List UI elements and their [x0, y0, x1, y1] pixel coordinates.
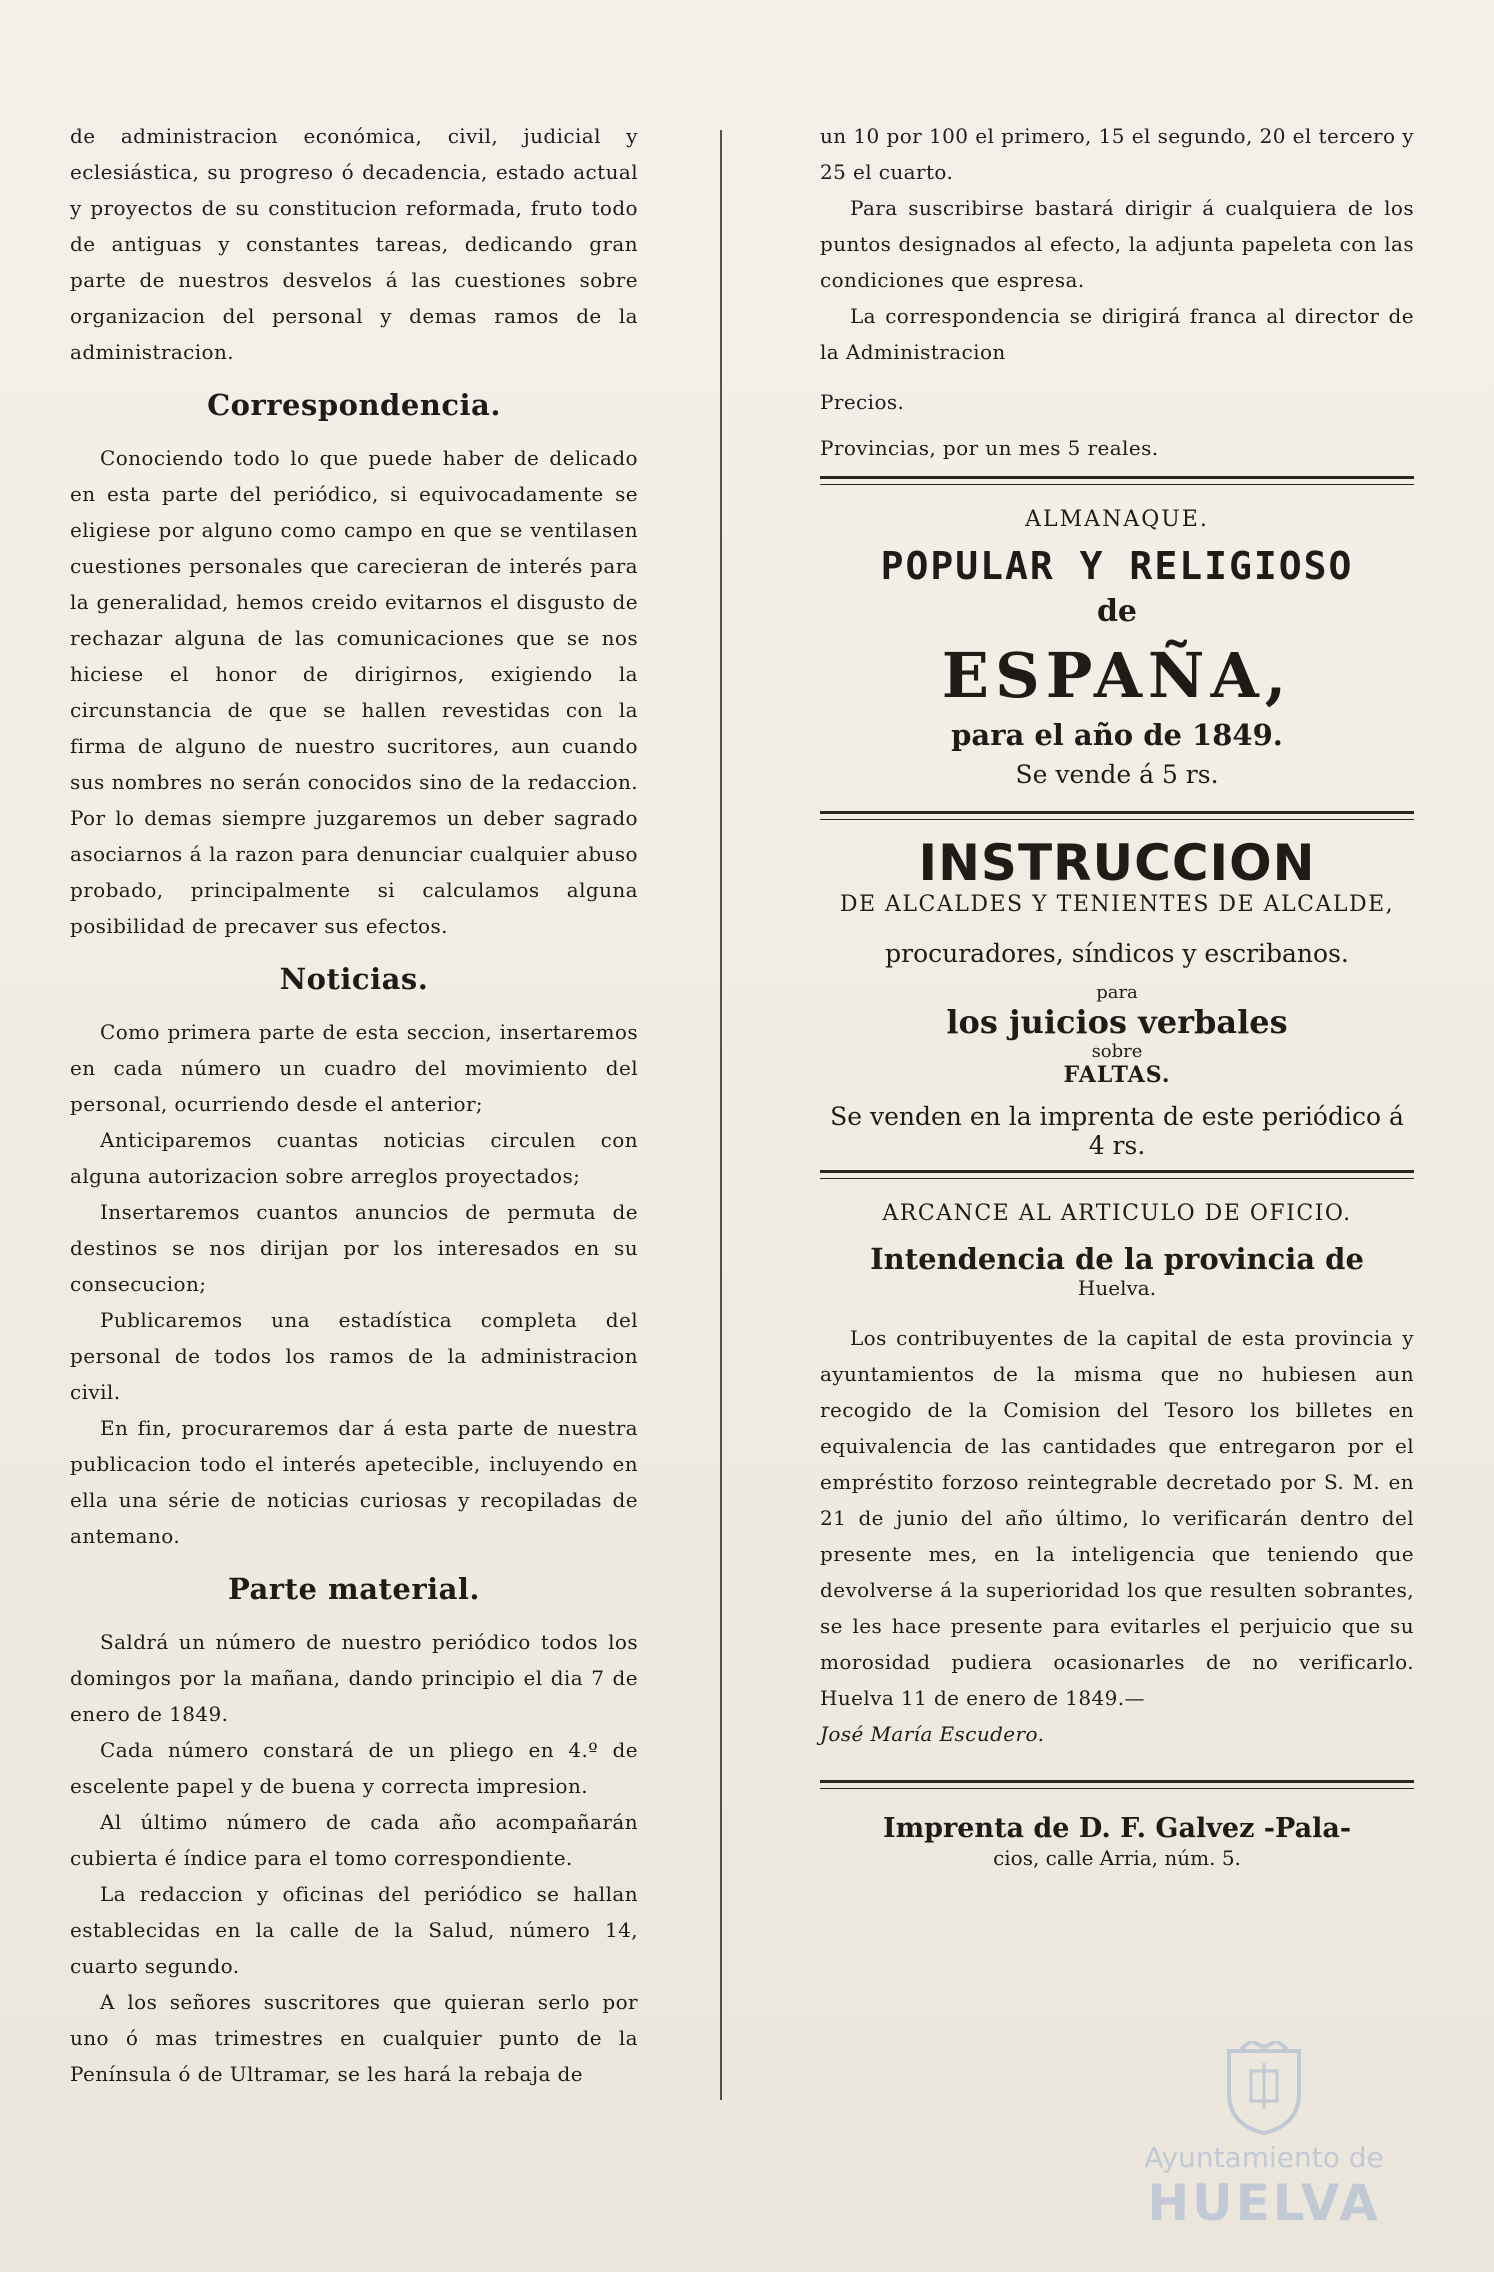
section-rule: [820, 811, 1414, 820]
correspondencia-heading: Correspondencia.: [207, 388, 501, 422]
intendencia-place: Huelva.: [1077, 1276, 1157, 1300]
correspondencia-direccion-paragraph: La correspondencia se dirigirá franca al director de la Administracion: [820, 304, 1414, 364]
instruccion-para: para: [1096, 982, 1138, 1003]
instruccion-juicios: los juicios verbales: [946, 1003, 1288, 1041]
almanaque-price: Se vende á 5 rs.: [1015, 760, 1219, 789]
section-rule: [820, 476, 1414, 485]
noticias-paragraph-1: Como primera parte de esta seccion, insertaremos en cada número un cuadro del movimiento del personal, ocurriendo desde el anterior;: [70, 1020, 638, 1116]
parte-material-heading: Parte material.: [227, 1572, 481, 1606]
imprenta-footer: [820, 1813, 1414, 1870]
suscribirse-paragraph: Para suscribirse bastará dirigir á cualquiera de los puntos designados al efecto, la adjunta papeleta con las condiciones que espresa.: [820, 196, 1414, 292]
imprenta-line2: cios, calle Arria, núm. 5.: [993, 1846, 1241, 1870]
section-rule: [820, 1780, 1414, 1789]
arcance-signature: José María Escudero.: [820, 1722, 1045, 1746]
instruccion-line1: DE ALCALDES Y TENIENTES DE ALCALDE,: [839, 892, 1395, 917]
left-column: [70, 118, 638, 2092]
almanaque-de: de: [1096, 594, 1138, 629]
parte-material-paragraph-5: A los señores suscritores que quieran serlo por uno ó mas trimestres en cualquier punto de la Península ó de Ultramar, se les hará la rebaja de: [70, 1990, 638, 2086]
instruccion-advert: [820, 834, 1414, 1160]
intendencia-heading: Intendencia de la provincia de: [870, 1242, 1364, 1276]
instruccion-title: INSTRUCCION: [918, 834, 1316, 892]
parte-material-paragraph-2: Cada número constará de un pliego en 4.º de escelente papel y de buena y correcta impresion.: [70, 1738, 638, 1798]
parte-material-paragraph-4: La redaccion y oficinas del periódico se hallan establecidas en la calle de la Salud, número 14, cuarto segundo.: [70, 1882, 638, 1978]
arcance-section: [820, 1201, 1414, 1752]
noticias-paragraph-2: Anticiparemos cuantas noticias circulen con alguna autorizacion sobre arreglos proyectados;: [70, 1128, 638, 1188]
instruccion-sale: Se venden en la imprenta de este periódico á 4 rs.: [830, 1102, 1404, 1160]
arcance-body: Los contribuyentes de la capital de esta provincia y ayuntamientos de la misma que no hubiesen aun recogido de la Comision del Tesoro los billetes en equivalencia de las cantidades que entregaron por el empréstito forzoso reintegrable decretado por S. M. en 21 de junio del año último, lo verificarán dentro del presente mes, en la inteligencia que teniendo que devolverse á la superioridad los que resulten sobrantes, se les hace presente para evitarles el perjuicio que su morosidad pudiera ocasionarles de no verificarlo. Huelva 11 de enero de 1849.—: [820, 1326, 1414, 1710]
watermark-line1: Ayuntamiento de: [1144, 2141, 1384, 2174]
instruccion-sobre: sobre: [1091, 1041, 1143, 1062]
noticias-paragraph-4: Publicaremos una estadística completa del personal de todos los ramos de la administracion civil.: [70, 1308, 638, 1404]
instruccion-line2: procuradores, síndicos y escribanos.: [885, 939, 1349, 968]
column-divider: [720, 130, 722, 2100]
noticias-paragraph-5: En fin, procuraremos dar á esta parte de nuestra publicacion todo el interés apetecible, incluyendo en ella una série de noticias curiosas y recopiladas de antemano.: [70, 1416, 638, 1548]
almanaque-year: para el año de 1849.: [951, 718, 1283, 752]
noticias-paragraph-3: Insertaremos cuantos anuncios de permuta de destinos se nos dirijan por los interesados en su consecucion;: [70, 1200, 638, 1296]
almanaque-title: POPULAR Y RELIGIOSO: [880, 544, 1354, 588]
instruccion-faltas: FALTAS.: [1063, 1062, 1171, 1088]
arcance-heading: ARCANCE AL ARTICULO DE OFICIO.: [882, 1201, 1352, 1226]
correspondencia-paragraph: Conociendo todo lo que puede haber de delicado en esta parte del periódico, si equivocadamente se eligiese por alguno como campo en que se ventilasen cuestiones personales que carecieran de interés para la generalidad, hemos creido evitarnos el disgusto de rechazar alguna de las comunicaciones que se nos hiciese el honor de dirigirnos, exigiendo la circunstancia de que se hallen revestidas con la firma de alguno de nuestro sucritores, aun cuando sus nombres no serán conocidos sino de la redaccion. Por lo demas siempre juzgaremos un deber sagrado asociarnos á la razon para denunciar cualquier abuso probado, principalmente si calculamos alguna posibilidad de precaver sus efectos.: [70, 446, 638, 938]
precios-line: Provincias, por un mes 5 reales.: [820, 436, 1159, 460]
right-column: [820, 118, 1414, 1870]
imprenta-line1: Imprenta de D. F. Galvez -Pala-: [882, 1813, 1352, 1844]
almanaque-advert: [820, 507, 1414, 789]
intro-paragraph: de administracion económica, civil, judicial y eclesiástica, su progreso ó decadencia, estado actual y proyectos de su constitucion reformada, fruto todo de antiguas y constantes tareas, dedicando gran parte de nuestros desvelos á las cuestiones sobre organizacion del personal y demas ramos de la administracion.: [70, 124, 638, 364]
section-rule: [820, 1170, 1414, 1179]
almanaque-country: ESPAÑA,: [941, 639, 1293, 712]
continuation-paragraph: un 10 por 100 el primero, 15 el segundo, 20 el tercero y 25 el cuarto.: [820, 124, 1414, 184]
coat-of-arms-icon: [1221, 2041, 1307, 2137]
archive-watermark: [1104, 2041, 1424, 2232]
parte-material-paragraph-1: Saldrá un número de nuestro periódico todos los domingos por la mañana, dando principio el dia 7 de enero de 1849.: [70, 1630, 638, 1726]
parte-material-paragraph-3: Al último número de cada año acompañarán cubierta é índice para el tomo correspondiente.: [70, 1810, 638, 1870]
precios-label: Precios.: [820, 390, 905, 414]
almanaque-label: ALMANAQUE.: [1025, 507, 1209, 532]
noticias-heading: Noticias.: [279, 962, 429, 996]
watermark-line2: HUELVA: [1147, 2174, 1381, 2232]
